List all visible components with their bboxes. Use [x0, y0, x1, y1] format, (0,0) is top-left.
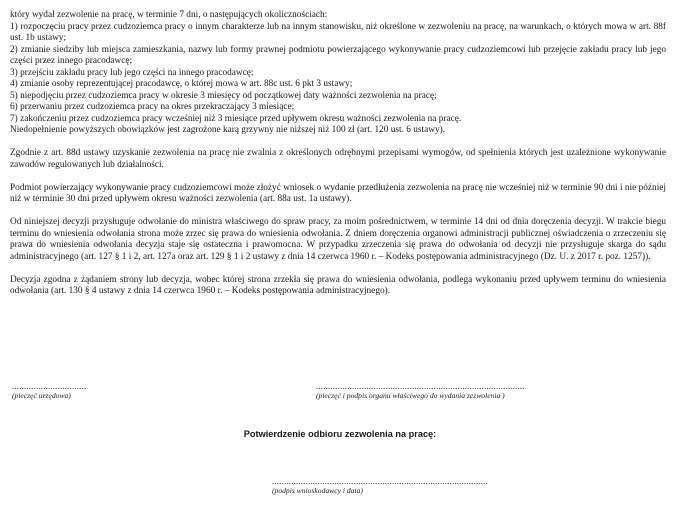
- list-item: 5) niepodjęciu przez cudzoziemca pracy w okresie 3 miesięcy od początkowej daty ważności zezwolenia na pracę;: [10, 90, 437, 101]
- list-item: 7) zakończeniu przez cudzoziemca pracy wcześniej niż 3 miesiące przed upływem okresu ważności zezwolenia na pracę.: [10, 113, 462, 124]
- stamp-signature-block: [12, 381, 86, 400]
- confirmation-title: Potwierdzenie odbioru zezwolenia na pracę:: [243, 429, 437, 439]
- organ-signature-block: [316, 381, 525, 400]
- list-item: 4) zmianie osoby reprezentującej pracodawcę, o której mowa w art. 88c ust. 6 pkt 3 ustawy;: [10, 79, 353, 89]
- paragraph-execution: Decyzja zgodna z żądaniem strony lub decyzja, wobec której strona zrzekła się prawa do wniesienia odwołania, podlega wykonaniu przed upływem terminu do wniesienia odwołania (art. 130 § 4 ustawy z dnia 14 czerwca 1960 r. – Kodeks postępowania administracyjnego).: [10, 274, 666, 296]
- penalty-note: Niedopełnienie powyższych obowiązków jest zagrożone karą grzywny nie niższej niż 100 zł (art. 120 ust. 6 ustawy).: [10, 125, 446, 135]
- list-item: 6) przerwaniu przez cudzoziemca pracy na okres przekraczający 3 miesiące;: [10, 102, 295, 112]
- organ-signature-line: .......................................................................................: [316, 381, 525, 391]
- intro-text: który wydał zezwolenie na pracę, w terminie 7 dni, o następujących okolicznościach:: [10, 10, 328, 20]
- list-item: 3) przejściu zakładu pracy lub jego części na innego pracodawcę;: [10, 67, 254, 78]
- notification-list: [10, 22, 666, 126]
- applicant-caption: (podpis wnioskodawcy i data): [272, 486, 363, 495]
- applicant-signature-line: ..........................................................................................: [272, 476, 488, 486]
- list-item: 2) zmianie siedziby lub miejsca zamieszkania, nazwy lub formy prawnej podmiotu powierzającego wykonywanie pracy cudzoziemcowi lub przejęcie zakładu pracy lub jego części przez innego pracodawcę;: [10, 44, 666, 66]
- applicant-signature-block: [272, 476, 488, 495]
- organ-caption: (pieczęć i podpis organu właściwego do wydania zezwolenia ): [316, 391, 505, 400]
- document-body: [10, 10, 666, 298]
- paragraph-extension: Podmiot powierzający wykonywanie pracy cudzoziemcowi może złożyć wniosek o wydanie przedłużenia zezwolenia na pracę nie wcześniej niż w terminie 90 dni i nie później niż w terminie 30 dni przed upływem okresu ważności zezwolenia (art. 88a ust. 1a ustawy).: [10, 182, 666, 204]
- stamp-caption: (pieczęć urzędowa): [12, 391, 71, 400]
- paragraph-88d: Zgodnie z art. 88d ustawy uzyskanie zezwolenia na pracę nie zwalnia z określonych odrębnymi przepisami wymogów, od spełnienia których jest uzależnione wykonywanie zawodów regulowanych lub działalności.: [10, 148, 666, 170]
- paragraph-appeal: Od niniejszej decyzji przysługuje odwołanie do ministra właściwego do spraw pracy, za moim pośrednictwem, w terminie 14 dni od dnia doręczenia decyzji. W trakcie biegu terminu do wniesienia odwołania strona może zrzec się prawa do wniesienia odwołania. Z dniem doręczenia organowi administracji publicznej oświadczenia o zrzeczeniu się prawa do wniesienia odwołania decyzja staje się ostateczna i prawomocna. W przypadku zrzeczenia się prawa do odwołania od decyzji nie przysługuje skarga do sądu administracyjnego (art. 127 § 1 i 2, art. 127a oraz art. 129 § 1 i 2 ustawy z dnia 14 czerwca 1960 r. – Kodeks postępowania administracyjnego (Dz. U. z 2017 r. poz. 1257)).: [10, 217, 666, 262]
- list-item: 1) rozpoczęciu pracy przez cudzoziemca pracy o innym charakterze lub na innym stanowisku, niż określone w zezwoleniu na pracę, na warunkach, o których mowa w art. 88f ust. 1b ustawy;: [10, 21, 666, 43]
- stamp-signature-line: ...............................: [12, 381, 87, 391]
